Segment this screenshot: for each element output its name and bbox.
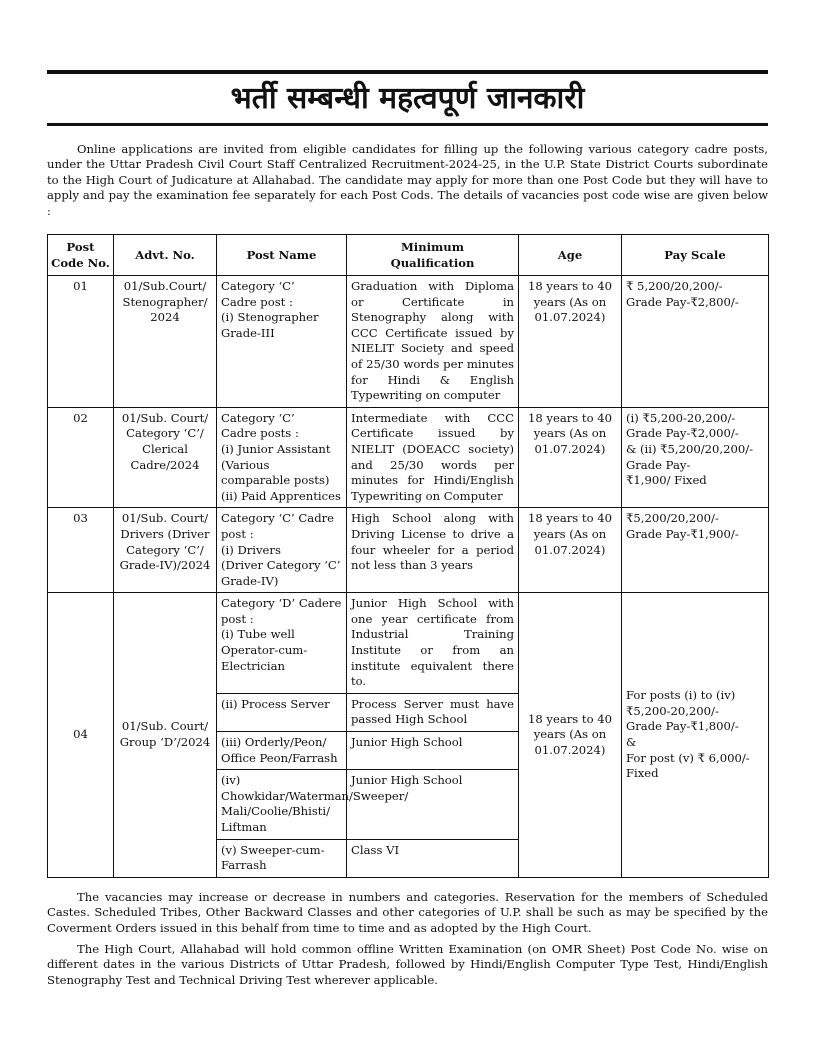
age-cell: 18 years to 40 years (As on 01.07.2024) <box>519 407 622 508</box>
qualification-cell: High School along with Driving License to drive a four wheeler for a period not less than 3 years <box>347 508 519 593</box>
advt-cell: 01/Sub. Court/ Group ‘D’/2024 <box>114 593 217 878</box>
age-cell: 18 years to 40 years (As on 01.07.2024) <box>519 276 622 408</box>
qualification-cell: Junior High School with one year certificate from Industrial Training Institute or from an institute equivalent there to. <box>347 593 519 694</box>
qualification-cell: Junior High School <box>347 770 519 839</box>
note-reservation <box>47 890 768 936</box>
advt-cell: 01/Sub. Court/ Drivers (Driver Category ‘C’/ Grade-IV)/2024 <box>114 508 217 593</box>
table-header-row <box>48 235 769 276</box>
advt-cell: 01/Sub. Court/ Category ‘C’/ Clerical Cadre/2024 <box>114 407 217 508</box>
header-post-code: Post Code No. <box>48 235 114 276</box>
qualification-cell: Process Server must have passed High School <box>347 693 519 731</box>
post-name-cell: Category ‘C’ Cadre post : (i) Drivers (Driver Category ‘C’ Grade-IV) <box>217 508 347 593</box>
post-code-cell: 04 <box>48 593 114 878</box>
qualification-cell: Intermediate with CCC Certificate issued by NIELIT (DOEACC society) and 25/30 words per minutes for Hindi/English Typewriting on Computer <box>347 407 519 508</box>
table-row <box>48 508 769 593</box>
post-name-cell: (iv) Chowkidar/Waterman/Sweeper/ Mali/Coolie/Bhisti/ Liftman <box>217 770 347 839</box>
intro-text: Online applications are invited from eligible candidates for filling up the following various category cadre posts, under the Uttar Pradesh Civil Court Staff Centralized Recruitment-2024-25, in the U.P. State District Courts subordinate to the High Court of Judicature at Allahabad. The candidate may apply for more than one Post Code but they will have to apply and pay the examination fee separately for each Post Cods. The details of vacancies post code wise are given below : <box>47 142 768 218</box>
top-rule <box>47 70 768 74</box>
vacancy-table <box>47 234 769 878</box>
advt-cell: 01/Sub.Court/ Stenographer/ 2024 <box>114 276 217 408</box>
note-examination <box>47 942 768 988</box>
table-row <box>48 276 769 408</box>
header-qualification: Minimum Qualification <box>347 235 519 276</box>
pay-scale-cell: For posts (i) to (iv) ₹5,200-20,200/- Grade Pay-₹1,800/- & For post (v) ₹ 6,000/- Fixed <box>622 593 769 878</box>
header-age: Age <box>519 235 622 276</box>
header-advt-no: Advt. No. <box>114 235 217 276</box>
post-name-cell: (ii) Process Server <box>217 693 347 731</box>
post-name-cell: (iii) Orderly/Peon/ Office Peon/Farrash <box>217 732 347 770</box>
table-row <box>48 407 769 508</box>
header-pay-scale: Pay Scale <box>622 235 769 276</box>
qualification-cell: Class VI <box>347 839 519 877</box>
note-reservation-text: The vacancies may increase or decrease in numbers and categories. Reservation for the members of Scheduled Castes. Scheduled Tribes, Other Backward Classes and other categories of U.P. shall be such as may be specified by the Coverment Orders issued in this behalf from time to time and as adopted by the High Court. <box>47 890 768 935</box>
page-title: भर्ती सम्बन्धी महत्वपूर्ण जानकारी <box>230 81 585 116</box>
post-name-cell: Category ‘C’ Cadre post : (i) Stenographer Grade-III <box>217 276 347 408</box>
qualification-cell: Junior High School <box>347 732 519 770</box>
title-underline <box>47 123 768 126</box>
header-post-name: Post Name <box>217 235 347 276</box>
age-cell: 18 years to 40 years (As on 01.07.2024) <box>519 593 622 878</box>
pay-scale-cell: (i) ₹5,200-20,200/- Grade Pay-₹2,000/- & (ii) ₹5,200/20,200/- Grade Pay- ₹1,900/ Fixed <box>622 407 769 508</box>
post-name-cell: Category ‘C’ Cadre posts : (i) Junior Assistant (Various comparable posts) (ii) Paid Apprentices <box>217 407 347 508</box>
post-code-cell: 03 <box>48 508 114 593</box>
post-name-cell: (v) Sweeper-cum- Farrash <box>217 839 347 877</box>
intro-paragraph <box>47 142 768 219</box>
qualification-cell: Graduation with Diploma or Certificate in Stenography along with CCC Certificate issued by NIELIT Society and speed of 25/30 words per minutes for Hindi & English Typewriting on computer <box>347 276 519 408</box>
post-code-cell: 02 <box>48 407 114 508</box>
age-cell: 18 years to 40 years (As on 01.07.2024) <box>519 508 622 593</box>
table-row <box>48 593 769 694</box>
post-name-cell: Category ‘D’ Cadere post : (i) Tube well Operator-cum- Electrician <box>217 593 347 694</box>
note-examination-text: The High Court, Allahabad will hold common offline Written Examination (on OMR Sheet) Post Code No. wise on different dates in the various Districts of Uttar Pradesh, followed by Hindi/English Computer Type Test, Hindi/English Stenography Test and Technical Driving Test wherever applicable. <box>47 942 768 987</box>
pay-scale-cell: ₹ 5,200/20,200/- Grade Pay-₹2,800/- <box>622 276 769 408</box>
pay-scale-cell: ₹5,200/20,200/- Grade Pay-₹1,900/- <box>622 508 769 593</box>
post-code-cell: 01 <box>48 276 114 408</box>
